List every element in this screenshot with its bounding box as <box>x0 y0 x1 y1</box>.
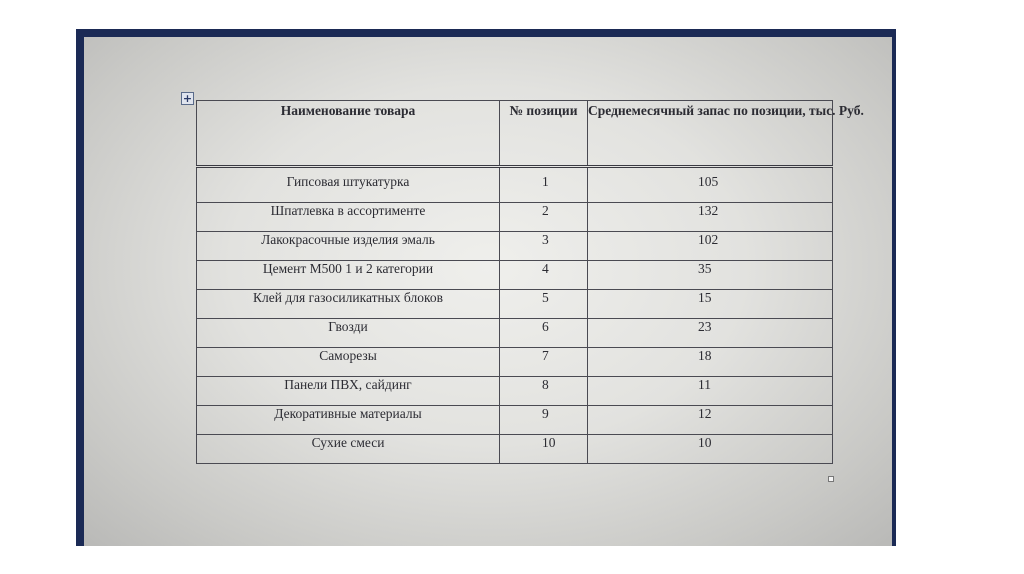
table-row <box>197 377 833 406</box>
cell-product: Клей для газосиликатных блоков <box>197 290 500 319</box>
cell-product: Декоративные материалы <box>197 406 500 435</box>
cell-stock: 11 <box>588 377 833 406</box>
cell-position: 1 <box>500 167 588 203</box>
cell-product: Шпатлевка в ассортименте <box>197 203 500 232</box>
cell-position: 7 <box>500 348 588 377</box>
cell-stock: 18 <box>588 348 833 377</box>
cell-stock[interactable]: 23 <box>588 319 833 348</box>
header-monthly-stock: Среднемесячный запас по позиции, тыс. Руб. <box>588 101 833 167</box>
cell-position: 5 <box>500 290 588 319</box>
cell-position: 10 <box>500 435 588 464</box>
header-position-number: № позиции <box>500 101 588 167</box>
cell-product: Гвозди <box>197 319 500 348</box>
table-row <box>197 406 833 435</box>
cell-position: 9 <box>500 406 588 435</box>
cell-stock: 102 <box>588 232 833 261</box>
cell-stock: 12 <box>588 406 833 435</box>
table-row <box>197 348 833 377</box>
cell-stock: 15 <box>588 290 833 319</box>
table-row <box>197 319 833 348</box>
table-move-icon[interactable]: + <box>182 92 193 105</box>
table-resize-icon[interactable] <box>828 476 834 482</box>
header-product-name: Наименование товара <box>197 101 500 167</box>
cell-product: Саморезы <box>197 348 500 377</box>
cell-product: Цемент М500 1 и 2 категории <box>197 261 500 290</box>
table-header-row <box>197 101 833 167</box>
inventory-table <box>196 100 864 464</box>
table-row <box>197 290 833 319</box>
cell-position: 4 <box>500 261 588 290</box>
cell-position: 2 <box>500 203 588 232</box>
cell-position: 8 <box>500 377 588 406</box>
cell-stock: 105 <box>588 167 833 203</box>
cell-product: Панели ПВХ, сайдинг <box>197 377 500 406</box>
cell-product: Сухие смеси <box>197 435 500 464</box>
table-row <box>197 435 833 464</box>
cell-position: 3 <box>500 232 588 261</box>
cell-product: Лакокрасочные изделия эмаль <box>197 232 500 261</box>
table-row <box>197 261 833 290</box>
table-row <box>197 203 833 232</box>
cell-position: 6 <box>500 319 588 348</box>
table-row <box>197 232 833 261</box>
cell-product: Гипсовая штукатурка <box>197 167 500 203</box>
cell-stock: 35 <box>588 261 833 290</box>
table-row <box>197 167 833 203</box>
cell-stock: 10 <box>588 435 833 464</box>
cell-stock: 132 <box>588 203 833 232</box>
